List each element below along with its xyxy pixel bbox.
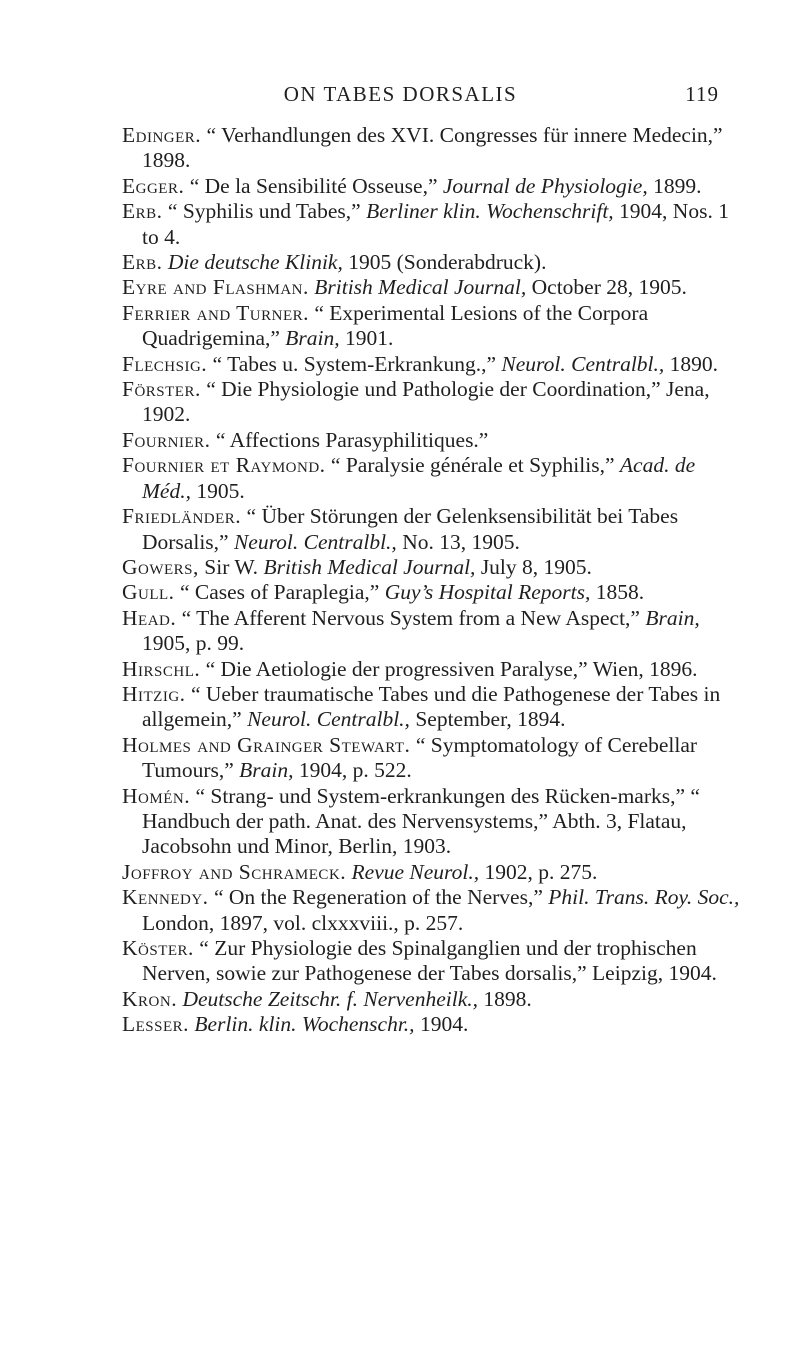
page-header — [0, 78, 801, 112]
running-title: ON TABES DORSALIS — [283, 82, 518, 106]
reference-text: September, 1894. — [409, 707, 566, 732]
reference-entry — [122, 250, 742, 275]
reference-author: Gowers, — [122, 554, 199, 579]
reference-text: “ The Afferent Nervous System from a New Aspect,” — [176, 605, 646, 630]
reference-author: Flechsig. — [122, 351, 208, 376]
reference-text: 1898. — [478, 986, 532, 1011]
reference-author: Friedländer. — [122, 504, 242, 529]
reference-author: Homén. — [122, 783, 191, 808]
reference-text: Sir W. — [198, 554, 264, 579]
reference-text: “ Experimental Lesions of the Corpora Quadrigemina,” — [142, 300, 649, 351]
reference-text: “ Zur Physiologie des Spinalganglien und der trophischen Nerven, sowie zur Pathogenese der Tabes dorsalis,” Leipzig, 1904. — [142, 936, 717, 986]
reference-author: Förster. — [122, 377, 201, 402]
reference-source: British Medical Journal, — [314, 275, 527, 300]
reference-entry — [122, 555, 742, 580]
reference-text: “ Syphilis und Tabes,” — [162, 199, 367, 224]
reference-entry — [122, 275, 742, 300]
reference-entry — [122, 936, 742, 987]
reference-entry — [122, 377, 742, 428]
reference-author: Erb. — [122, 199, 163, 224]
reference-text: “ On the Regeneration of the Nerves,” — [208, 885, 549, 910]
reference-text: 1858. — [590, 580, 645, 605]
reference-author: Eyre and Flashman. — [122, 275, 309, 300]
reference-entry — [122, 860, 742, 885]
reference-text: “ De la Sensibilité Osseuse,” — [184, 173, 443, 198]
reference-text: “ Die Aetiologie der progressiven Paralyse,” Wien, 1896. — [200, 656, 698, 681]
reference-entry — [122, 428, 742, 453]
reference-author: Lesser. — [122, 1012, 190, 1037]
reference-source: Phil. Trans. Roy. Soc., — [548, 885, 740, 910]
reference-text: 1899. — [647, 173, 702, 198]
reference-text: “ Symptomatology of Cerebellar Tumours,” — [142, 732, 698, 783]
reference-entry — [122, 885, 742, 936]
reference-author: Erb. — [122, 250, 163, 275]
reference-text: October 28, 1905. — [526, 275, 687, 300]
reference-source: Neurol. Centralbl., — [501, 351, 665, 376]
reference-text: 1890. — [664, 351, 719, 376]
reference-author: Egger. — [122, 173, 185, 198]
reference-author: Head. — [122, 605, 177, 630]
reference-source: Berlin. klin. Wochenschr., — [194, 1012, 415, 1037]
reference-author: Hitzig. — [122, 681, 186, 706]
reference-entry — [122, 352, 742, 377]
reference-text: 1905 (Sonderabdruck). — [342, 250, 547, 275]
reference-author: Joffroy and Schrameck. — [122, 859, 347, 884]
reference-entry — [122, 733, 742, 784]
reference-author: Hirschl. — [122, 656, 201, 681]
reference-source: Brain, — [285, 326, 340, 351]
reference-text: 1904. — [414, 1012, 469, 1037]
reference-text: “ Ueber traumatische Tabes und die Pathogenese der Tabes in allgemein,” — [142, 681, 721, 732]
reference-text: “ Verhandlungen des XVI. Congresses für innere Medecin,” 1898. — [142, 123, 723, 173]
reference-author: Gull. — [122, 580, 175, 605]
page-number: 119 — [685, 82, 719, 106]
reference-entry — [122, 682, 742, 733]
reference-entry — [122, 657, 742, 682]
reference-text: “ Über Störungen der Gelenksensibilität bei Tabes Dorsalis,” — [142, 504, 679, 554]
reference-source: Neurol. Centralbl., — [233, 529, 397, 554]
reference-text: “ Tabes u. System-Erkrankung.,” — [207, 351, 502, 376]
reference-entry — [122, 1012, 742, 1037]
reference-text: 1901. — [339, 326, 394, 351]
reference-text: 1904, Nos. 1 to 4. — [142, 199, 729, 249]
reference-source: Revue Neurol., — [351, 859, 480, 884]
reference-entry — [122, 301, 742, 352]
reference-source: Brain, — [239, 758, 294, 783]
reference-author: Köster. — [122, 936, 194, 960]
reference-source: Guy’s Hospital Reports, — [384, 580, 591, 605]
reference-source: Acad. de Méd., — [142, 453, 696, 503]
reference-entry — [122, 504, 742, 555]
reference-entry — [122, 453, 742, 504]
reference-text: 1902, p. 275. — [479, 859, 598, 884]
reference-source: Deutsche Zeitschr. f. Nervenheilk., — [182, 986, 479, 1011]
reference-source: Neurol. Centralbl., — [247, 707, 410, 732]
reference-text: July 8, 1905. — [475, 554, 592, 579]
reference-source: Berliner klin. Wochenschrift, — [366, 199, 614, 224]
reference-entry — [122, 987, 742, 1012]
reference-text: 1904, p. 522. — [293, 758, 412, 783]
reference-text: “ Cases of Paraplegia,” — [174, 580, 385, 605]
reference-author: Holmes and Grainger Stewart. — [122, 732, 411, 757]
reference-author: Fournier. — [122, 427, 211, 452]
reference-source: Journal de Physiologie, — [442, 173, 648, 198]
reference-source: British Medical Journal, — [263, 554, 476, 579]
reference-text: “ Paralysie générale et Syphilis,” — [325, 453, 620, 478]
reference-source: Brain, — [645, 605, 700, 630]
reference-text: “ Strang- und System-erkrankungen des Rücken-marks,” “ Handbuch der path. Anat. des Nervensystems,” Abth. 3, Flatau, Jacobsohn und Minor, Berlin, 1903. — [142, 783, 700, 859]
reference-entry — [122, 580, 742, 605]
reference-entry — [122, 174, 742, 199]
reference-entry — [122, 606, 742, 657]
reference-text: London, 1897, vol. clxxxviii., p. 257. — [142, 910, 464, 935]
reference-entry — [122, 784, 742, 860]
reference-author: Kron. — [122, 986, 178, 1011]
reference-author: Kennedy. — [122, 885, 209, 910]
reference-entry — [122, 199, 742, 250]
reference-source: Die deutsche Klinik, — [167, 250, 343, 275]
reference-text: “ Die Physiologie und Pathologie der Coordination,” Jena, 1902. — [142, 377, 710, 427]
reference-text: “ Affections Parasyphilitiques.” — [210, 427, 489, 452]
reference-text: No. 13, 1905. — [396, 529, 520, 554]
reference-author: Fournier et Raymond. — [122, 453, 326, 478]
reference-list — [122, 123, 742, 1038]
reference-author: Ferrier and Turner. — [122, 300, 309, 325]
reference-entry — [122, 123, 742, 174]
reference-text: 1905, p. 99. — [142, 631, 245, 656]
reference-author: Edinger. — [122, 123, 202, 147]
reference-text: 1905. — [190, 478, 245, 503]
